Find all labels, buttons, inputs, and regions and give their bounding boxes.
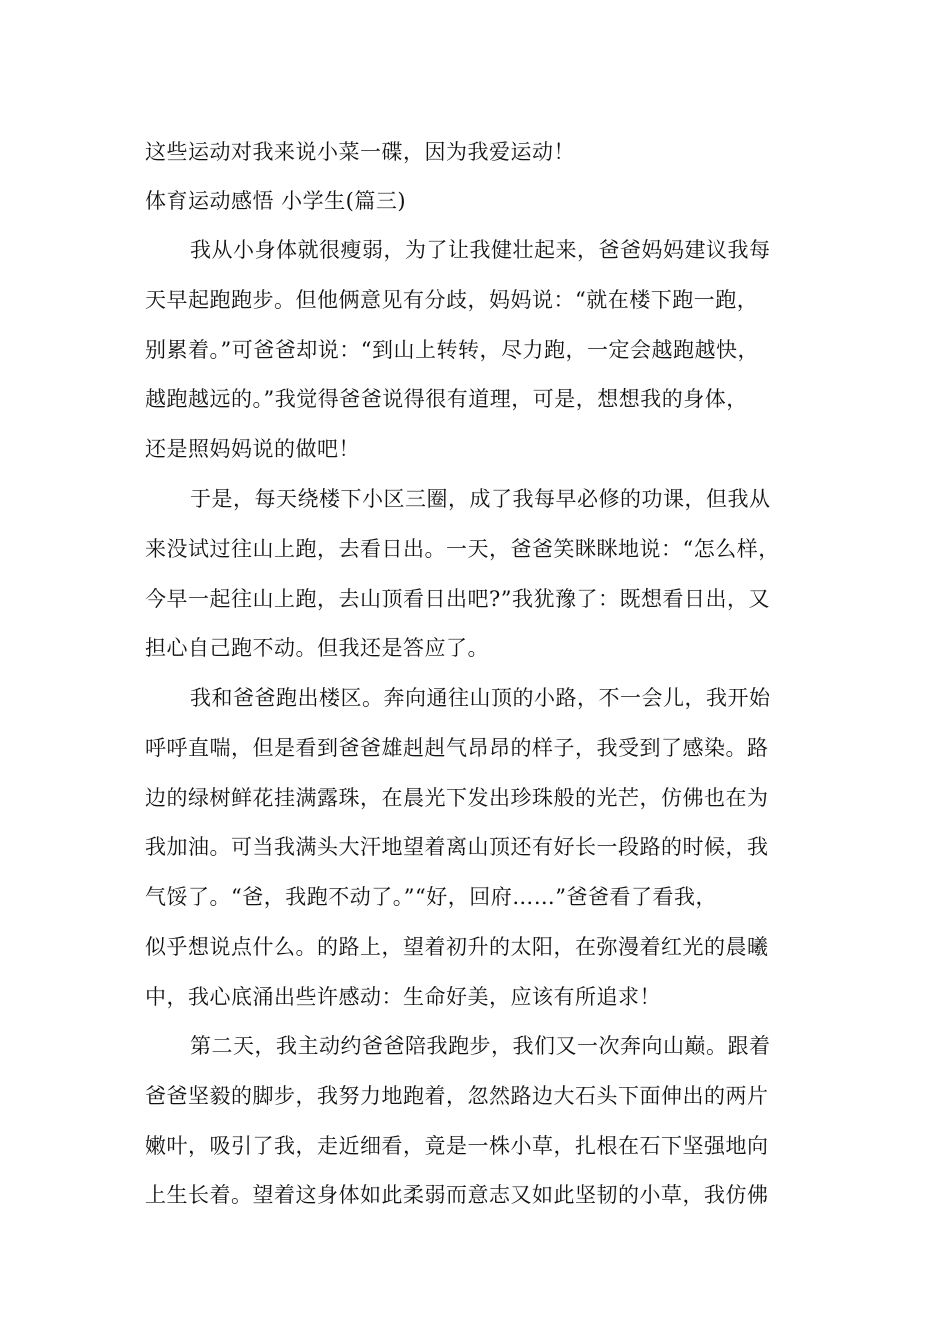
paragraph-3-line-6: 似乎想说点什么。的路上，望着初升的太阳，在弥漫着红光的晨曦 <box>145 935 769 959</box>
paragraph-2-line-4: 担心自己跑不动。但我还是答应了。 <box>145 636 489 660</box>
paragraph-4-line-4: 上生长着。望着这身体如此柔弱而意志又如此坚韧的小草，我仿佛 <box>145 1183 769 1207</box>
paragraph-4-line-2: 爸爸坚毅的脚步，我努力地跑着，忽然路边大石头下面伸出的两片 <box>145 1084 769 1108</box>
paragraph-3-line-2: 呼呼直喘，但是看到爸爸雄赳赳气昂昂的样子，我受到了感染。路 <box>145 736 769 760</box>
paragraph-4-line-3: 嫩叶，吸引了我，走近细看，竟是一株小草，扎根在石下坚强地向 <box>145 1134 769 1158</box>
opening-line: 这些运动对我来说小菜一碟，因为我爱运动！ <box>145 140 575 164</box>
paragraph-1-line-3: 别累着。”可爸爸却说：“到山上转转，尽力跑，一定会越跑越快， <box>145 338 759 362</box>
paragraph-2-line-1: 于是，每天绕楼下小区三圈，成了我每早必修的功课，但我从 <box>190 487 771 511</box>
paragraph-3-line-7: 中，我心底涌出些许感动：生命好美，应该有所追求！ <box>145 985 661 1009</box>
paragraph-2-line-3: 今早一起往山上跑，去山顶看日出吧?”我犹豫了：既想看日出，又 <box>145 587 770 611</box>
paragraph-1-line-1: 我从小身体就很瘦弱，为了让我健壮起来，爸爸妈妈建议我每 <box>190 238 771 262</box>
paragraph-4-line-1: 第二天，我主动约爸爸陪我跑步，我们又一次奔向山巅。跟着 <box>190 1034 771 1058</box>
paragraph-3-line-3: 边的绿树鲜花挂满露珠，在晨光下发出珍珠般的光芒，仿佛也在为 <box>145 786 769 810</box>
paragraph-2-line-2: 来没试过往山上跑，去看日出。一天，爸爸笑眯眯地说：“怎么样， <box>145 537 780 561</box>
section-title: 体育运动感悟 小学生(篇三) <box>145 189 407 213</box>
paragraph-3-line-5: 气馁了。“爸，我跑不动了。”“好，回府……”爸爸看了看我， <box>145 885 717 909</box>
paragraph-3-line-4: 我加油。可当我满头大汗地望着离山顶还有好长一段路的时候，我 <box>145 835 769 859</box>
paragraph-1-line-5: 还是照妈妈说的做吧！ <box>145 437 360 461</box>
paragraph-3-line-1: 我和爸爸跑出楼区。奔向通往山顶的小路，不一会儿，我开始 <box>190 686 771 710</box>
paragraph-1-line-4: 越跑越远的。”我觉得爸爸说得很有道理，可是，想想我的身体， <box>145 387 748 411</box>
paragraph-1-line-2: 天早起跑跑步。但他俩意见有分歧，妈妈说：“就在楼下跑一跑， <box>145 288 759 312</box>
